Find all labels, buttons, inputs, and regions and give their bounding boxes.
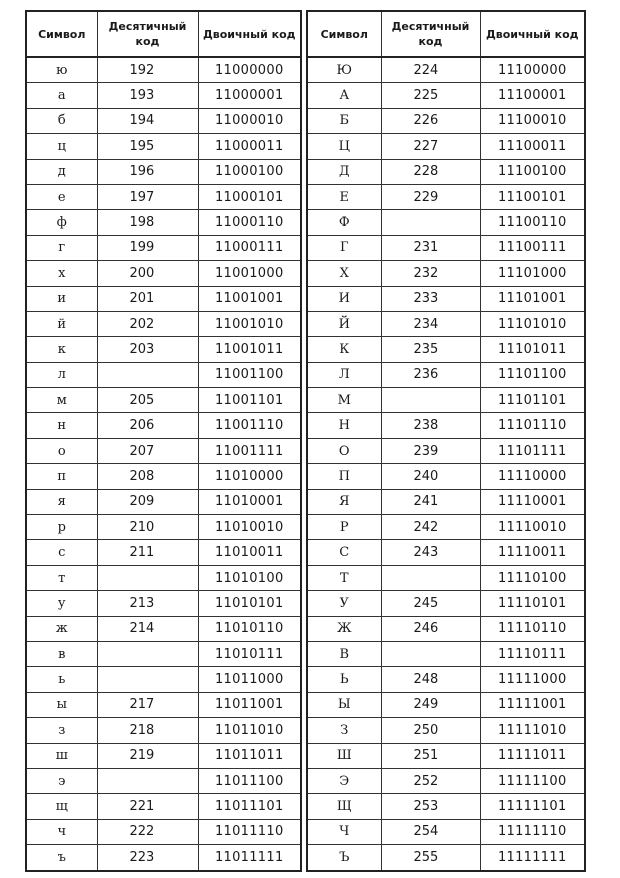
symbol-cell: п <box>26 464 97 489</box>
binary-code-cell: 11000111 <box>198 235 301 260</box>
table-row <box>307 57 585 83</box>
symbol-cell: Ц <box>307 134 381 159</box>
decimal-code-cell: 199 <box>97 235 198 260</box>
symbol-cell: ы <box>26 692 97 717</box>
table-row <box>307 667 585 692</box>
decimal-code-cell: 211 <box>97 540 198 565</box>
table-row <box>307 235 585 260</box>
decimal-code-cell: 198 <box>97 210 198 235</box>
decimal-code-cell: 201 <box>97 286 198 311</box>
binary-code-cell: 11101110 <box>480 413 585 438</box>
binary-code-cell: 11000010 <box>198 108 301 133</box>
header-binary: Двоичный код <box>198 11 301 57</box>
table-row <box>307 83 585 108</box>
binary-code-cell: 11000011 <box>198 134 301 159</box>
symbol-cell: ю <box>26 57 97 83</box>
table-row <box>26 388 301 413</box>
symbol-cell: ш <box>26 743 97 768</box>
binary-code-cell: 11001001 <box>198 286 301 311</box>
header-symbol: Символ <box>307 11 381 57</box>
symbol-cell: Б <box>307 108 381 133</box>
symbol-cell: И <box>307 286 381 311</box>
symbol-cell: о <box>26 438 97 463</box>
symbol-cell: Ь <box>307 667 381 692</box>
binary-code-cell: 11101010 <box>480 311 585 336</box>
table-row <box>26 540 301 565</box>
table-row <box>307 362 585 387</box>
symbol-cell: Л <box>307 362 381 387</box>
decimal-code-cell: 249 <box>381 692 480 717</box>
binary-code-cell: 11101111 <box>480 438 585 463</box>
header-decimal: Десятичный код <box>97 11 198 57</box>
decimal-code-cell: 240 <box>381 464 480 489</box>
binary-code-cell: 11111110 <box>480 819 585 844</box>
symbol-cell: ь <box>26 667 97 692</box>
symbol-cell: э <box>26 768 97 793</box>
table-row <box>307 438 585 463</box>
decimal-code-cell: 206 <box>97 413 198 438</box>
binary-code-cell: 11110100 <box>480 565 585 590</box>
symbol-cell: П <box>307 464 381 489</box>
symbol-cell: Ж <box>307 616 381 641</box>
code-table-page <box>25 10 595 865</box>
decimal-code-cell: 250 <box>381 718 480 743</box>
symbol-cell: с <box>26 540 97 565</box>
symbol-cell: Ы <box>307 692 381 717</box>
binary-code-cell: 11011101 <box>198 794 301 819</box>
binary-code-cell: 11111101 <box>480 794 585 819</box>
symbol-cell: я <box>26 489 97 514</box>
table-row <box>307 261 585 286</box>
binary-code-cell: 11011110 <box>198 819 301 844</box>
code-table-uppercase <box>306 10 586 872</box>
decimal-code-cell: 219 <box>97 743 198 768</box>
decimal-code-cell: 246 <box>381 616 480 641</box>
decimal-code-cell <box>381 388 480 413</box>
binary-code-cell: 11111011 <box>480 743 585 768</box>
symbol-cell: Ф <box>307 210 381 235</box>
binary-code-cell: 11110010 <box>480 515 585 540</box>
table-row <box>307 159 585 184</box>
binary-code-cell: 11000001 <box>198 83 301 108</box>
decimal-code-cell: 224 <box>381 57 480 83</box>
decimal-code-cell <box>381 565 480 590</box>
binary-code-cell: 11010001 <box>198 489 301 514</box>
decimal-code-cell <box>381 210 480 235</box>
binary-code-cell: 11010111 <box>198 641 301 666</box>
symbol-cell: К <box>307 337 381 362</box>
symbol-cell: а <box>26 83 97 108</box>
decimal-code-cell <box>381 641 480 666</box>
symbol-cell: и <box>26 286 97 311</box>
binary-code-cell: 11000110 <box>198 210 301 235</box>
decimal-code-cell: 213 <box>97 591 198 616</box>
table-row <box>26 134 301 159</box>
decimal-code-cell: 232 <box>381 261 480 286</box>
symbol-cell: е <box>26 184 97 209</box>
symbol-cell: ч <box>26 819 97 844</box>
binary-code-cell: 11001010 <box>198 311 301 336</box>
binary-code-cell: 11110000 <box>480 464 585 489</box>
table-row <box>307 794 585 819</box>
decimal-code-cell: 194 <box>97 108 198 133</box>
table-row <box>26 819 301 844</box>
table-row <box>307 286 585 311</box>
table-row <box>307 184 585 209</box>
decimal-code-cell: 248 <box>381 667 480 692</box>
table-row <box>26 311 301 336</box>
symbol-cell: В <box>307 641 381 666</box>
table-row <box>26 438 301 463</box>
binary-code-cell: 11000101 <box>198 184 301 209</box>
decimal-code-cell: 196 <box>97 159 198 184</box>
symbol-cell: Э <box>307 768 381 793</box>
decimal-code-cell: 239 <box>381 438 480 463</box>
table-row <box>26 616 301 641</box>
binary-code-cell: 11111001 <box>480 692 585 717</box>
table-row <box>26 210 301 235</box>
decimal-code-cell: 214 <box>97 616 198 641</box>
decimal-code-cell: 252 <box>381 768 480 793</box>
binary-code-cell: 11101101 <box>480 388 585 413</box>
binary-code-cell: 11001000 <box>198 261 301 286</box>
decimal-code-cell: 195 <box>97 134 198 159</box>
binary-code-cell: 11111100 <box>480 768 585 793</box>
symbol-cell: М <box>307 388 381 413</box>
decimal-code-cell <box>97 565 198 590</box>
binary-code-cell: 11010101 <box>198 591 301 616</box>
symbol-cell: Х <box>307 261 381 286</box>
symbol-cell: л <box>26 362 97 387</box>
decimal-code-cell: 231 <box>381 235 480 260</box>
binary-code-cell: 11001100 <box>198 362 301 387</box>
table-row <box>307 134 585 159</box>
binary-code-cell: 11100011 <box>480 134 585 159</box>
decimal-code-cell: 203 <box>97 337 198 362</box>
table-row <box>307 616 585 641</box>
decimal-code-cell: 229 <box>381 184 480 209</box>
binary-code-cell: 11000100 <box>198 159 301 184</box>
binary-code-cell: 11010011 <box>198 540 301 565</box>
symbol-cell: ъ <box>26 845 97 871</box>
table-row <box>307 565 585 590</box>
decimal-code-cell <box>97 667 198 692</box>
decimal-code-cell: 217 <box>97 692 198 717</box>
table-row <box>307 337 585 362</box>
table-row <box>26 413 301 438</box>
table-row <box>26 235 301 260</box>
table-row <box>307 108 585 133</box>
binary-code-cell: 11010000 <box>198 464 301 489</box>
table-row <box>26 641 301 666</box>
symbol-cell: р <box>26 515 97 540</box>
symbol-cell: У <box>307 591 381 616</box>
symbol-cell: А <box>307 83 381 108</box>
decimal-code-cell: 218 <box>97 718 198 743</box>
table-row <box>26 591 301 616</box>
decimal-code-cell: 225 <box>381 83 480 108</box>
table-row <box>307 489 585 514</box>
symbol-cell: Ч <box>307 819 381 844</box>
binary-code-cell: 11001111 <box>198 438 301 463</box>
table-row <box>307 641 585 666</box>
header-row <box>307 11 585 57</box>
symbol-cell: Н <box>307 413 381 438</box>
binary-code-cell: 11011100 <box>198 768 301 793</box>
decimal-code-cell: 222 <box>97 819 198 844</box>
code-table-lowercase <box>25 10 302 872</box>
binary-code-cell: 11110111 <box>480 641 585 666</box>
table-row <box>307 311 585 336</box>
table-row <box>307 464 585 489</box>
binary-code-cell: 11110110 <box>480 616 585 641</box>
table-row <box>26 159 301 184</box>
binary-code-cell: 11101100 <box>480 362 585 387</box>
uppercase-rows <box>307 57 585 871</box>
decimal-code-cell: 236 <box>381 362 480 387</box>
symbol-cell: у <box>26 591 97 616</box>
binary-code-cell: 11111111 <box>480 845 585 871</box>
table-row <box>26 489 301 514</box>
symbol-cell: к <box>26 337 97 362</box>
decimal-code-cell: 197 <box>97 184 198 209</box>
symbol-cell: ц <box>26 134 97 159</box>
binary-code-cell: 11100110 <box>480 210 585 235</box>
symbol-cell: Е <box>307 184 381 209</box>
decimal-code-cell: 238 <box>381 413 480 438</box>
symbol-cell: Ю <box>307 57 381 83</box>
decimal-code-cell: 200 <box>97 261 198 286</box>
table-row <box>307 413 585 438</box>
symbol-cell: ж <box>26 616 97 641</box>
binary-code-cell: 11100010 <box>480 108 585 133</box>
binary-code-cell: 11011010 <box>198 718 301 743</box>
decimal-code-cell: 235 <box>381 337 480 362</box>
table-row <box>26 184 301 209</box>
table-row <box>26 565 301 590</box>
table-row <box>26 515 301 540</box>
symbol-cell: в <box>26 641 97 666</box>
decimal-code-cell <box>97 768 198 793</box>
binary-code-cell: 11100100 <box>480 159 585 184</box>
symbol-cell: Ш <box>307 743 381 768</box>
symbol-cell: Й <box>307 311 381 336</box>
decimal-code-cell: 234 <box>381 311 480 336</box>
decimal-code-cell: 221 <box>97 794 198 819</box>
table-row <box>26 768 301 793</box>
binary-code-cell: 11011111 <box>198 845 301 871</box>
binary-code-cell: 11111000 <box>480 667 585 692</box>
binary-code-cell: 11110001 <box>480 489 585 514</box>
symbol-cell: Т <box>307 565 381 590</box>
table-row <box>26 57 301 83</box>
binary-code-cell: 11001101 <box>198 388 301 413</box>
decimal-code-cell: 223 <box>97 845 198 871</box>
symbol-cell: С <box>307 540 381 565</box>
decimal-code-cell: 243 <box>381 540 480 565</box>
symbol-cell: О <box>307 438 381 463</box>
table-row <box>307 768 585 793</box>
table-row <box>307 540 585 565</box>
table-row <box>307 388 585 413</box>
binary-code-cell: 11010010 <box>198 515 301 540</box>
binary-code-cell: 11110011 <box>480 540 585 565</box>
header-symbol: Символ <box>26 11 97 57</box>
decimal-code-cell: 205 <box>97 388 198 413</box>
table-row <box>307 591 585 616</box>
binary-code-cell: 11001011 <box>198 337 301 362</box>
binary-code-cell: 11100101 <box>480 184 585 209</box>
binary-code-cell: 11101001 <box>480 286 585 311</box>
binary-code-cell: 11001110 <box>198 413 301 438</box>
symbol-cell: б <box>26 108 97 133</box>
table-row <box>26 794 301 819</box>
symbol-cell: т <box>26 565 97 590</box>
decimal-code-cell: 207 <box>97 438 198 463</box>
symbol-cell: щ <box>26 794 97 819</box>
binary-code-cell: 11111010 <box>480 718 585 743</box>
binary-code-cell: 11010110 <box>198 616 301 641</box>
binary-code-cell: 11011000 <box>198 667 301 692</box>
binary-code-cell: 11101011 <box>480 337 585 362</box>
table-row <box>26 362 301 387</box>
table-row <box>26 261 301 286</box>
decimal-code-cell: 241 <box>381 489 480 514</box>
decimal-code-cell: 255 <box>381 845 480 871</box>
binary-code-cell: 11100001 <box>480 83 585 108</box>
symbol-cell: ф <box>26 210 97 235</box>
symbol-cell: з <box>26 718 97 743</box>
table-row <box>307 692 585 717</box>
table-row <box>26 718 301 743</box>
decimal-code-cell: 227 <box>381 134 480 159</box>
symbol-cell: Р <box>307 515 381 540</box>
symbol-cell: г <box>26 235 97 260</box>
decimal-code-cell: 209 <box>97 489 198 514</box>
table-row <box>26 845 301 871</box>
table-row <box>26 692 301 717</box>
decimal-code-cell: 254 <box>381 819 480 844</box>
decimal-code-cell: 193 <box>97 83 198 108</box>
lowercase-rows <box>26 57 301 871</box>
table-row <box>26 108 301 133</box>
decimal-code-cell: 192 <box>97 57 198 83</box>
decimal-code-cell: 251 <box>381 743 480 768</box>
table-row <box>26 83 301 108</box>
decimal-code-cell <box>97 362 198 387</box>
symbol-cell: З <box>307 718 381 743</box>
table-row <box>307 743 585 768</box>
header-decimal: Десятичный код <box>381 11 480 57</box>
header-row <box>26 11 301 57</box>
symbol-cell: Ъ <box>307 845 381 871</box>
decimal-code-cell: 233 <box>381 286 480 311</box>
decimal-code-cell <box>97 641 198 666</box>
binary-code-cell: 11100000 <box>480 57 585 83</box>
symbol-cell: Я <box>307 489 381 514</box>
table-row <box>26 337 301 362</box>
table-row <box>26 286 301 311</box>
decimal-code-cell: 253 <box>381 794 480 819</box>
table-row <box>307 845 585 871</box>
binary-code-cell: 11011001 <box>198 692 301 717</box>
binary-code-cell: 11100111 <box>480 235 585 260</box>
symbol-cell: д <box>26 159 97 184</box>
symbol-cell: й <box>26 311 97 336</box>
decimal-code-cell: 226 <box>381 108 480 133</box>
binary-code-cell: 11110101 <box>480 591 585 616</box>
symbol-cell: Г <box>307 235 381 260</box>
decimal-code-cell: 228 <box>381 159 480 184</box>
binary-code-cell: 11000000 <box>198 57 301 83</box>
symbol-cell: Щ <box>307 794 381 819</box>
symbol-cell: н <box>26 413 97 438</box>
decimal-code-cell: 202 <box>97 311 198 336</box>
table-row <box>26 464 301 489</box>
table-row <box>307 718 585 743</box>
table-row <box>307 819 585 844</box>
table-row <box>26 743 301 768</box>
binary-code-cell: 11011011 <box>198 743 301 768</box>
symbol-cell: Д <box>307 159 381 184</box>
table-row <box>26 667 301 692</box>
table-row <box>307 210 585 235</box>
symbol-cell: х <box>26 261 97 286</box>
header-binary: Двоичный код <box>480 11 585 57</box>
table-row <box>307 515 585 540</box>
decimal-code-cell: 245 <box>381 591 480 616</box>
decimal-code-cell: 242 <box>381 515 480 540</box>
binary-code-cell: 11010100 <box>198 565 301 590</box>
binary-code-cell: 11101000 <box>480 261 585 286</box>
decimal-code-cell: 210 <box>97 515 198 540</box>
decimal-code-cell: 208 <box>97 464 198 489</box>
symbol-cell: м <box>26 388 97 413</box>
